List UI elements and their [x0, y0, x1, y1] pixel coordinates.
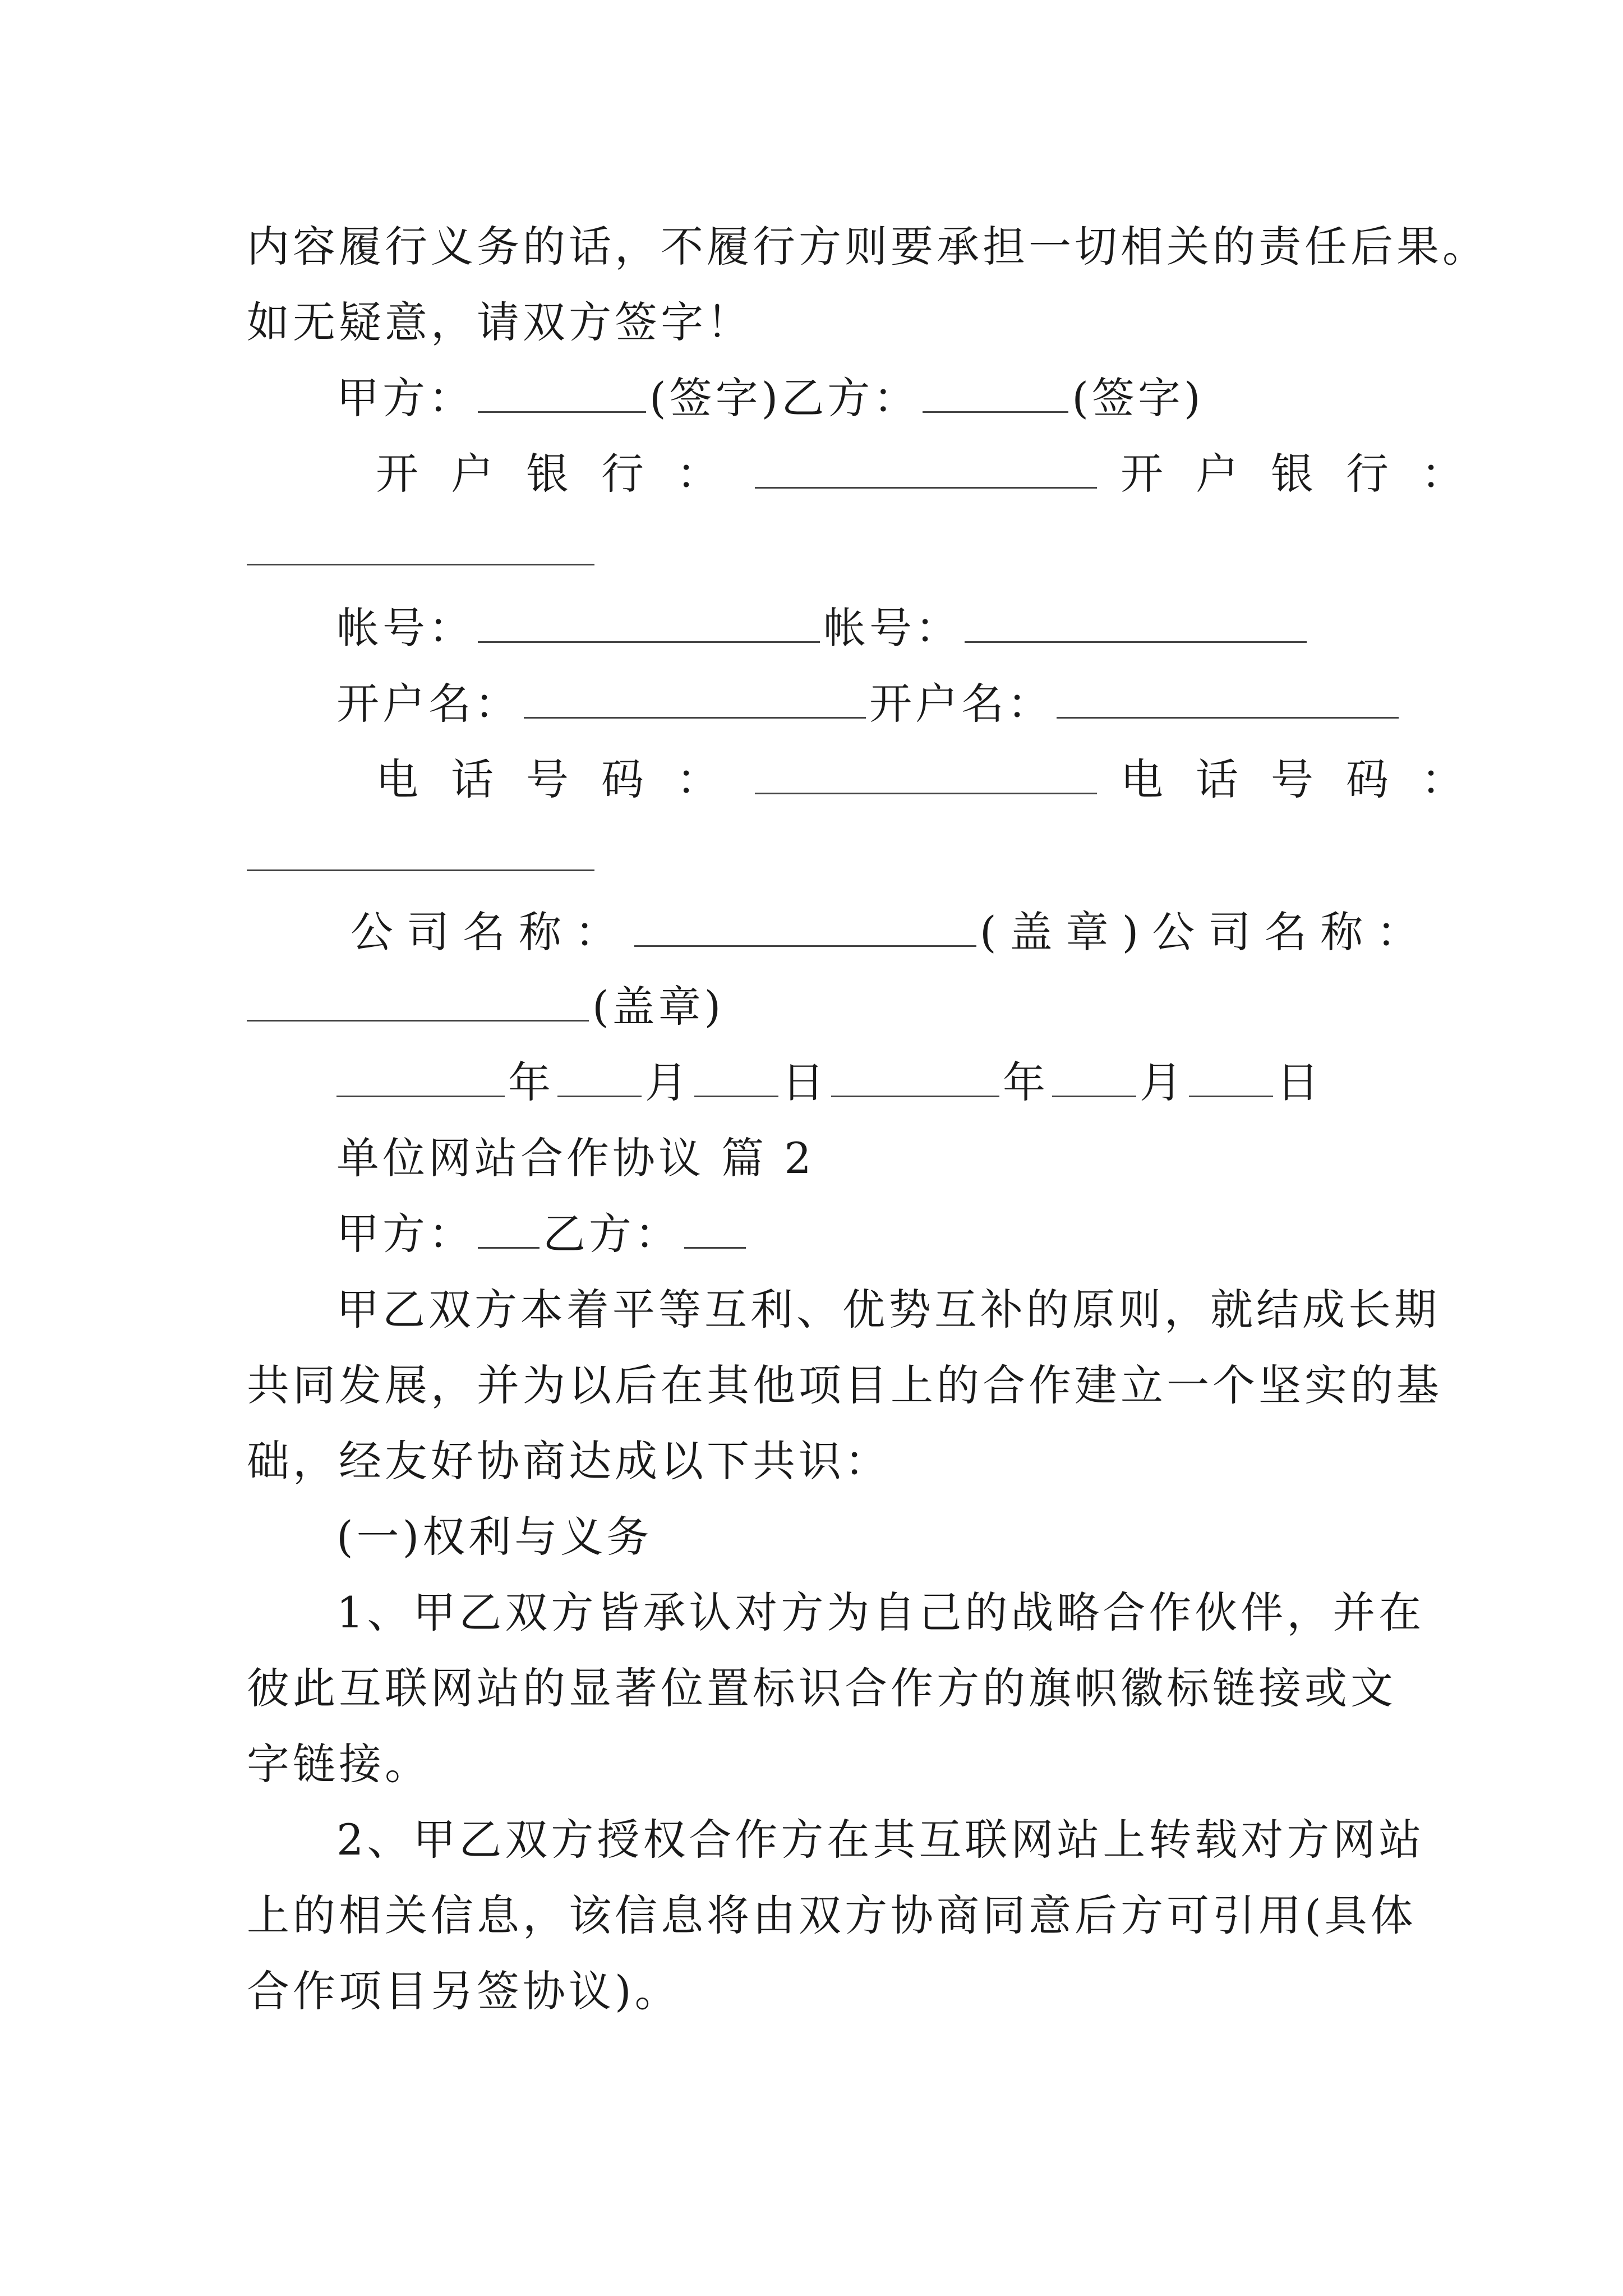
blank-field — [247, 869, 594, 871]
paragraph-text: 如无疑意，请双方签字！ — [247, 297, 753, 347]
paragraph-text: 础，经友好协商达成以下共识： — [247, 1436, 891, 1486]
clause-heading: (一)权利与义务 — [336, 1512, 653, 1562]
bank-label: 开户银行： — [1121, 449, 1496, 499]
blank-field — [755, 453, 1097, 489]
text-line — [247, 1358, 1442, 1414]
blank-field — [1057, 683, 1399, 719]
blank-field — [478, 378, 646, 413]
date-line — [336, 1055, 1322, 1111]
paragraph-text: 上的相关信息，该信息将由双方协商同意后方可引用(具体 — [247, 1890, 1417, 1940]
party-a-label: 甲方： — [336, 373, 474, 423]
text-line — [336, 1282, 1440, 1338]
paragraph-text: 彼此互联网站的显著位置标识合作方的旗帜徽标链接或文 — [247, 1663, 1396, 1713]
bank-line — [376, 446, 1496, 502]
paragraph-text: 字链接。 — [247, 1739, 431, 1789]
phone-label: 电话号码： — [376, 754, 751, 804]
sign-note: (签字) — [1072, 373, 1204, 423]
date-day-label: 日 — [1276, 1057, 1322, 1107]
blank-field — [965, 608, 1307, 643]
blank-field — [831, 1062, 999, 1097]
text-line — [247, 1660, 1396, 1717]
paragraph-text: 共同发展，并为以后在其他项目上的合作建立一个坚实的基 — [247, 1360, 1442, 1410]
paragraph-text: 1、甲乙双方皆承认对方为自己的战略合作伙伴，并在 — [336, 1588, 1425, 1637]
sign-note: (签字)乙方： — [649, 373, 920, 423]
holder-label: 开户名： — [869, 679, 1053, 729]
phone-label: 电话号码： — [1121, 754, 1496, 804]
text-line — [247, 295, 753, 351]
date-year-label: 年 — [1003, 1057, 1049, 1107]
parties-line — [336, 1206, 749, 1262]
company-line — [351, 904, 1432, 960]
text-line — [247, 1736, 431, 1792]
blank-field — [557, 1062, 642, 1097]
blank-field — [684, 1213, 746, 1249]
text-line — [247, 1963, 681, 2019]
blank-field — [336, 1062, 505, 1097]
text-line — [247, 1433, 891, 1489]
date-month-label: 月 — [645, 1057, 691, 1107]
paragraph-text: 2、甲乙双方授权合作方在其互联网站上转载对方网站 — [336, 1815, 1425, 1865]
section-title — [336, 1130, 815, 1186]
blank-field — [524, 683, 866, 719]
blank-field — [755, 759, 1097, 794]
holder-label: 开户名： — [336, 679, 520, 729]
text-line — [336, 1812, 1424, 1868]
text-line — [336, 1585, 1424, 1641]
blank-field — [478, 1213, 540, 1249]
blank-field — [634, 912, 976, 947]
party-b-label: 乙方： — [543, 1209, 681, 1259]
date-year-label: 年 — [508, 1057, 554, 1107]
holder-line — [336, 676, 1402, 732]
blank-field — [1052, 1062, 1136, 1097]
blank-field — [1189, 1062, 1273, 1097]
party-a-label: 甲方： — [336, 1209, 474, 1259]
blank-field — [478, 608, 820, 643]
company-label: 公司名称： — [351, 907, 631, 957]
signature-line — [336, 370, 1204, 426]
section-title-text: 单位网站合作协议 篇 2 — [336, 1133, 815, 1183]
paragraph-text: 合作项目另签协议)。 — [247, 1966, 681, 2016]
paragraph-text: 内容履行义务的话，不履行方则要承担一切相关的责任后果。 — [247, 222, 1488, 272]
text-line — [247, 219, 1488, 275]
blank-field — [247, 986, 589, 1022]
account-line — [336, 600, 1310, 656]
blank-field — [247, 564, 594, 565]
blank-field — [923, 378, 1068, 413]
account-label: 帐号： — [336, 603, 474, 653]
stamp-note: (盖章) — [592, 982, 725, 1032]
paragraph-text: 甲乙双方本着平等互利、优势互补的原则，就结成长期 — [336, 1285, 1440, 1335]
account-label: 帐号： — [823, 603, 961, 653]
date-day-label: 日 — [782, 1057, 828, 1107]
blank-field — [694, 1062, 778, 1097]
company-label: (盖章)公司名称： — [980, 907, 1433, 957]
bank-label: 开户银行： — [376, 449, 751, 499]
text-line — [247, 1888, 1417, 1944]
phone-line — [376, 752, 1496, 808]
date-month-label: 月 — [1140, 1057, 1186, 1107]
company-line-cont — [247, 979, 724, 1035]
heading-line — [336, 1509, 652, 1565]
